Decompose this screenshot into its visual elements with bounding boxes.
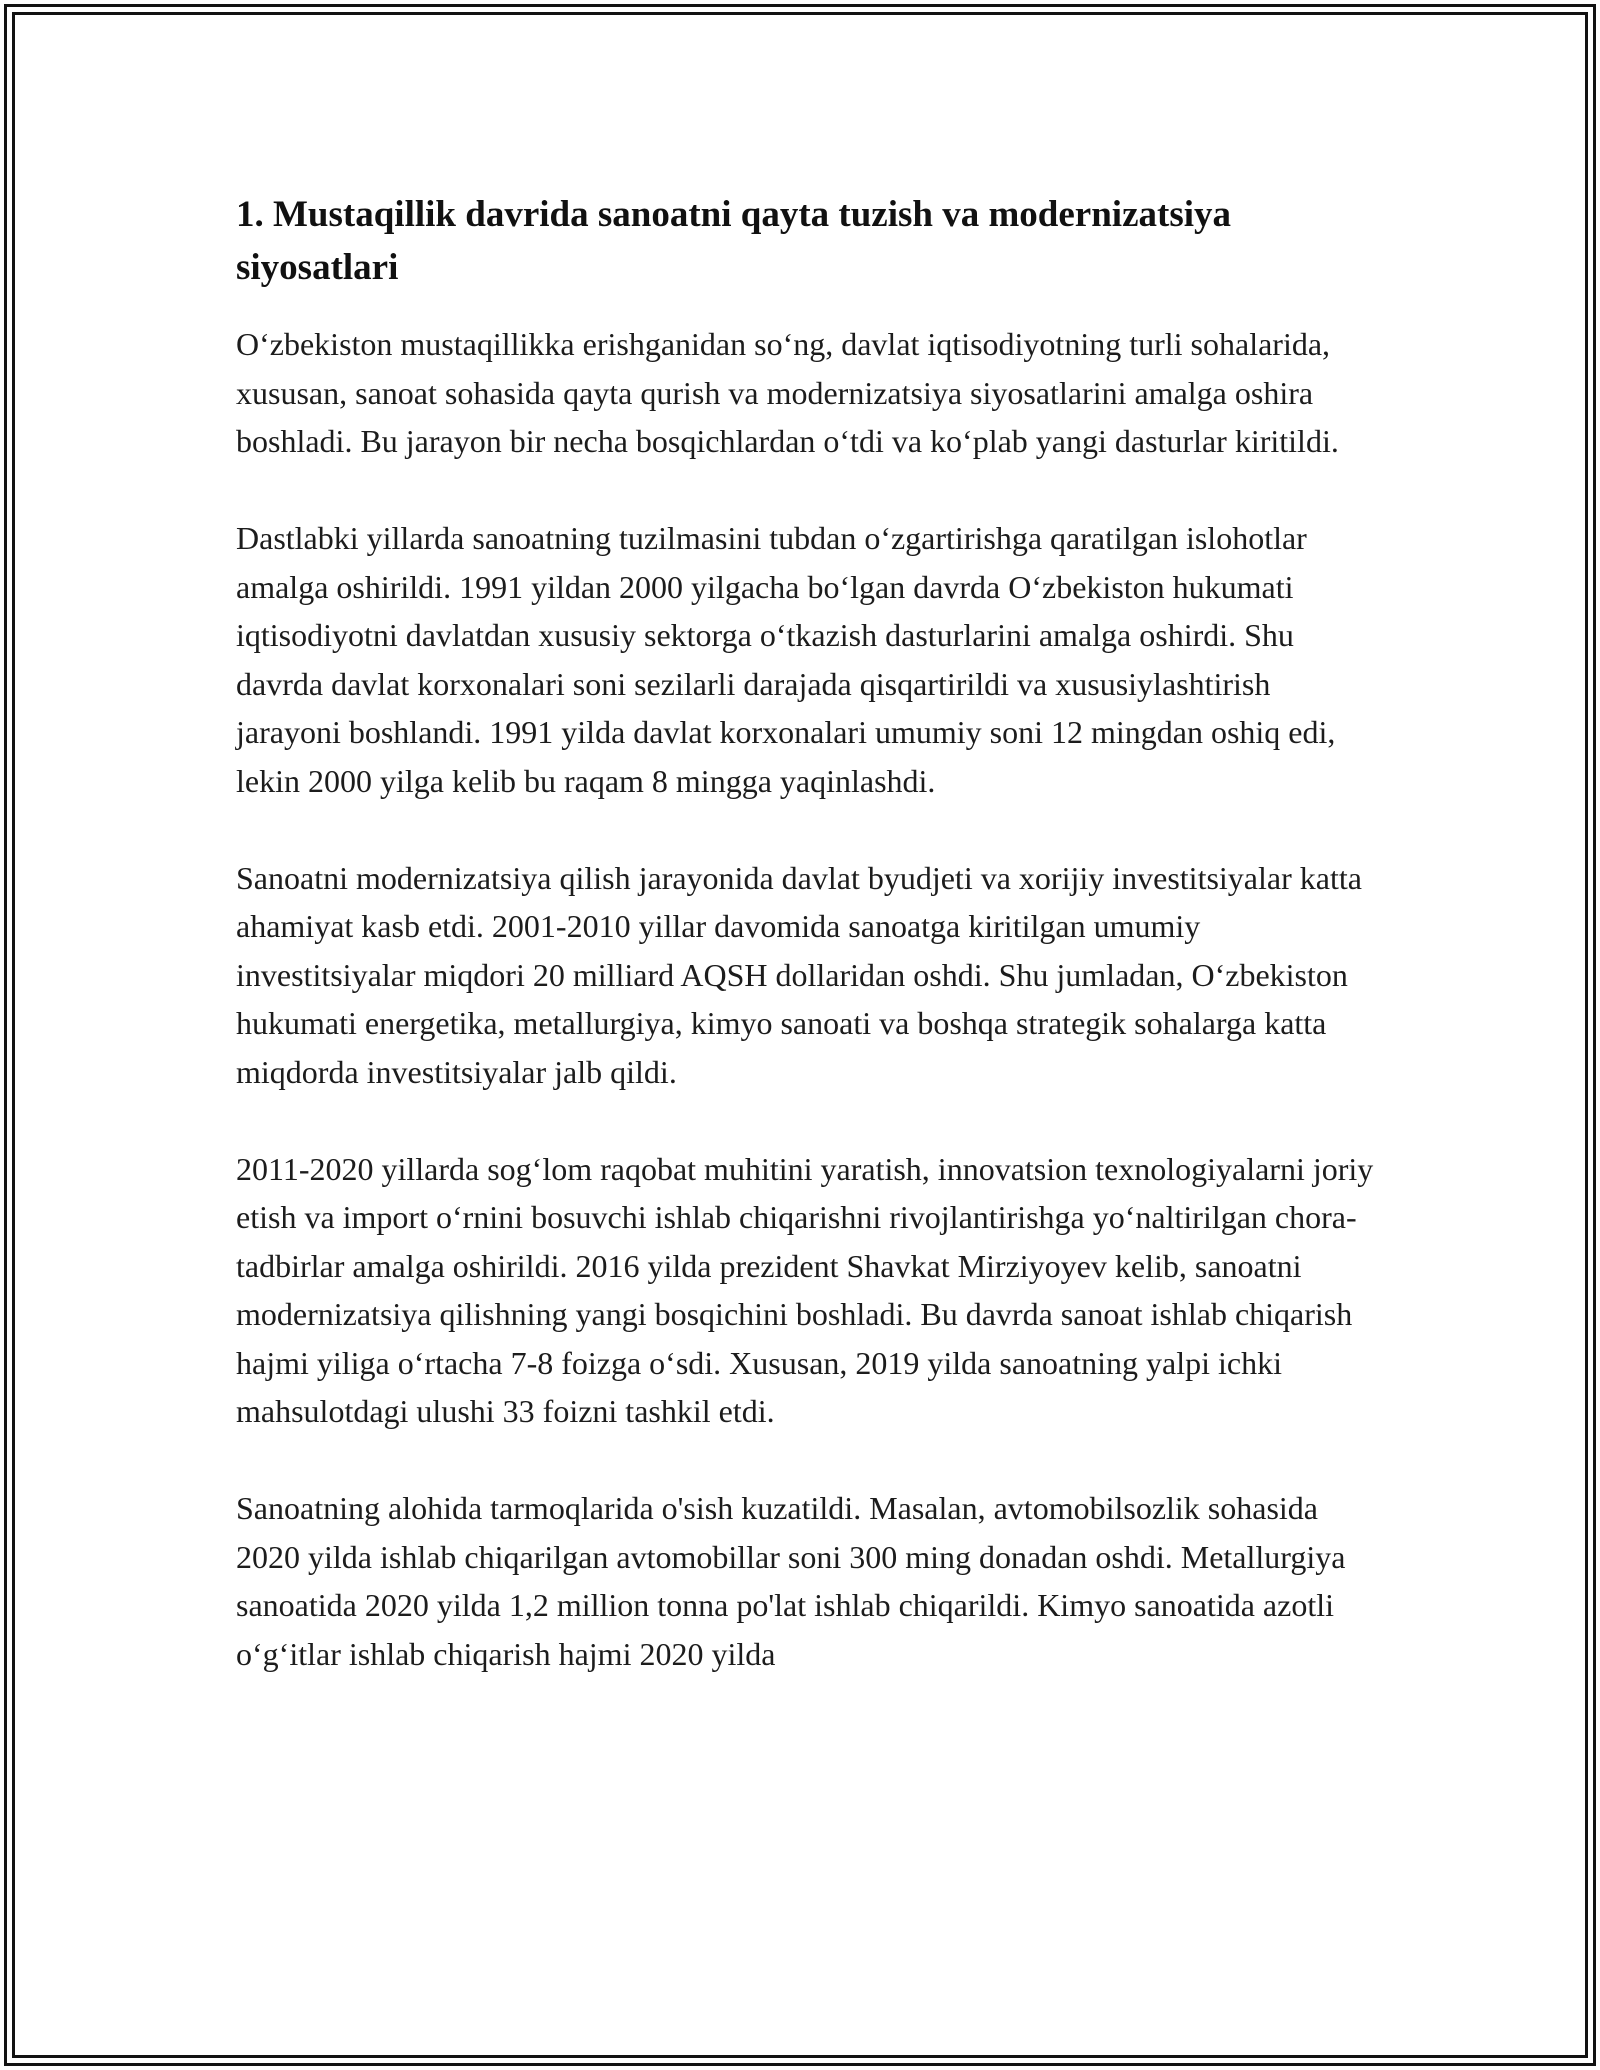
- paragraph-3: Sanoatni modernizatsiya qilish jarayonida davlat byudjeti va xorijiy investitsiyalar katta ahamiyat kasb etdi. 2001-2010 yillar davomida sanoatga kiritilgan umumiy investitsiyalar miqdori 20 milliard AQSH dollaridan oshdi. Shu jumladan, O‘zbekiston hukumati energetika, metallurgiya, kimyo sanoati va boshqa strategik sohalarga katta miqdorda investitsiyalar jalb qildi.: [236, 859, 1362, 1090]
- paragraph-1: O‘zbekiston mustaqillikka erishganidan so‘ng, davlat iqtisodiyotning turli sohalarida, xususan, sanoat sohasida qayta qurish va modernizatsiya siyosatlarini amalga oshira boshladi. Bu jarayon bir necha bosqichlardan o‘tdi va ko‘plab yangi dasturlar kiritildi.: [236, 326, 1339, 459]
- paragraph-5: Sanoatning alohida tarmoqlarida o'sish kuzatildi. Masalan, avtomobilsozlik sohasida 2020 yilda ishlab chiqarilgan avtomobillar soni 300 ming donadan oshdi. Metallurgiya sanoatida 2020 yilda 1,2 million tonna po'lat ishlab chiqarildi. Kimyo sanoatida azotli o‘g‘itlar ishlab chiqarish hajmi 2020 yilda: [236, 1490, 1346, 1672]
- paragraph-2: Dastlabki yillarda sanoatning tuzilmasini tubdan o‘zgartirishga qaratilgan islohotlar amalga oshirildi. 1991 yildan 2000 yilgacha bo‘lgan davrda O‘zbekiston hukumati iqtisodiyotni davlatdan xususiy sektorga o‘tkazish dasturlarini amalga oshirdi. Shu davrda davlat korxonalari soni sezilarli darajada qisqartirildi va xususiylashtirish jarayoni boshlandi. 1991 yilda davlat korxonalari umumiy soni 12 mingdan oshiq edi, lekin 2000 yilga kelib bu raqam 8 mingga yaqinlashdi.: [236, 520, 1336, 799]
- paragraph-4: 2011-2020 yillarda sog‘lom raqobat muhitini yaratish, innovatsion texnologiyalarni joriy etish va import o‘rnini bosuvchi ishlab chiqarishni rivojlantirishga yo‘naltirilgan chora-tadbirlar amalga oshirildi. 2016 yilda prezident Shavkat Mirziyoyev kelib, sanoatni modernizatsiya qilishning yangi bosqichini boshladi. Bu davrda sanoat ishlab chiqarish hajmi yiliga o‘rtacha 7-8 foizga o‘sdi. Xususan, 2019 yilda sanoatning yalpi ichki mahsulotdagi ulushi 33 foizni tashkil etdi.: [236, 1150, 1374, 1429]
- document-body: [236, 188, 1376, 1727]
- section-title: 1. Mustaqillik davrida sanoatni qayta tuzish va modernizatsiya siyosatlari: [236, 194, 1232, 288]
